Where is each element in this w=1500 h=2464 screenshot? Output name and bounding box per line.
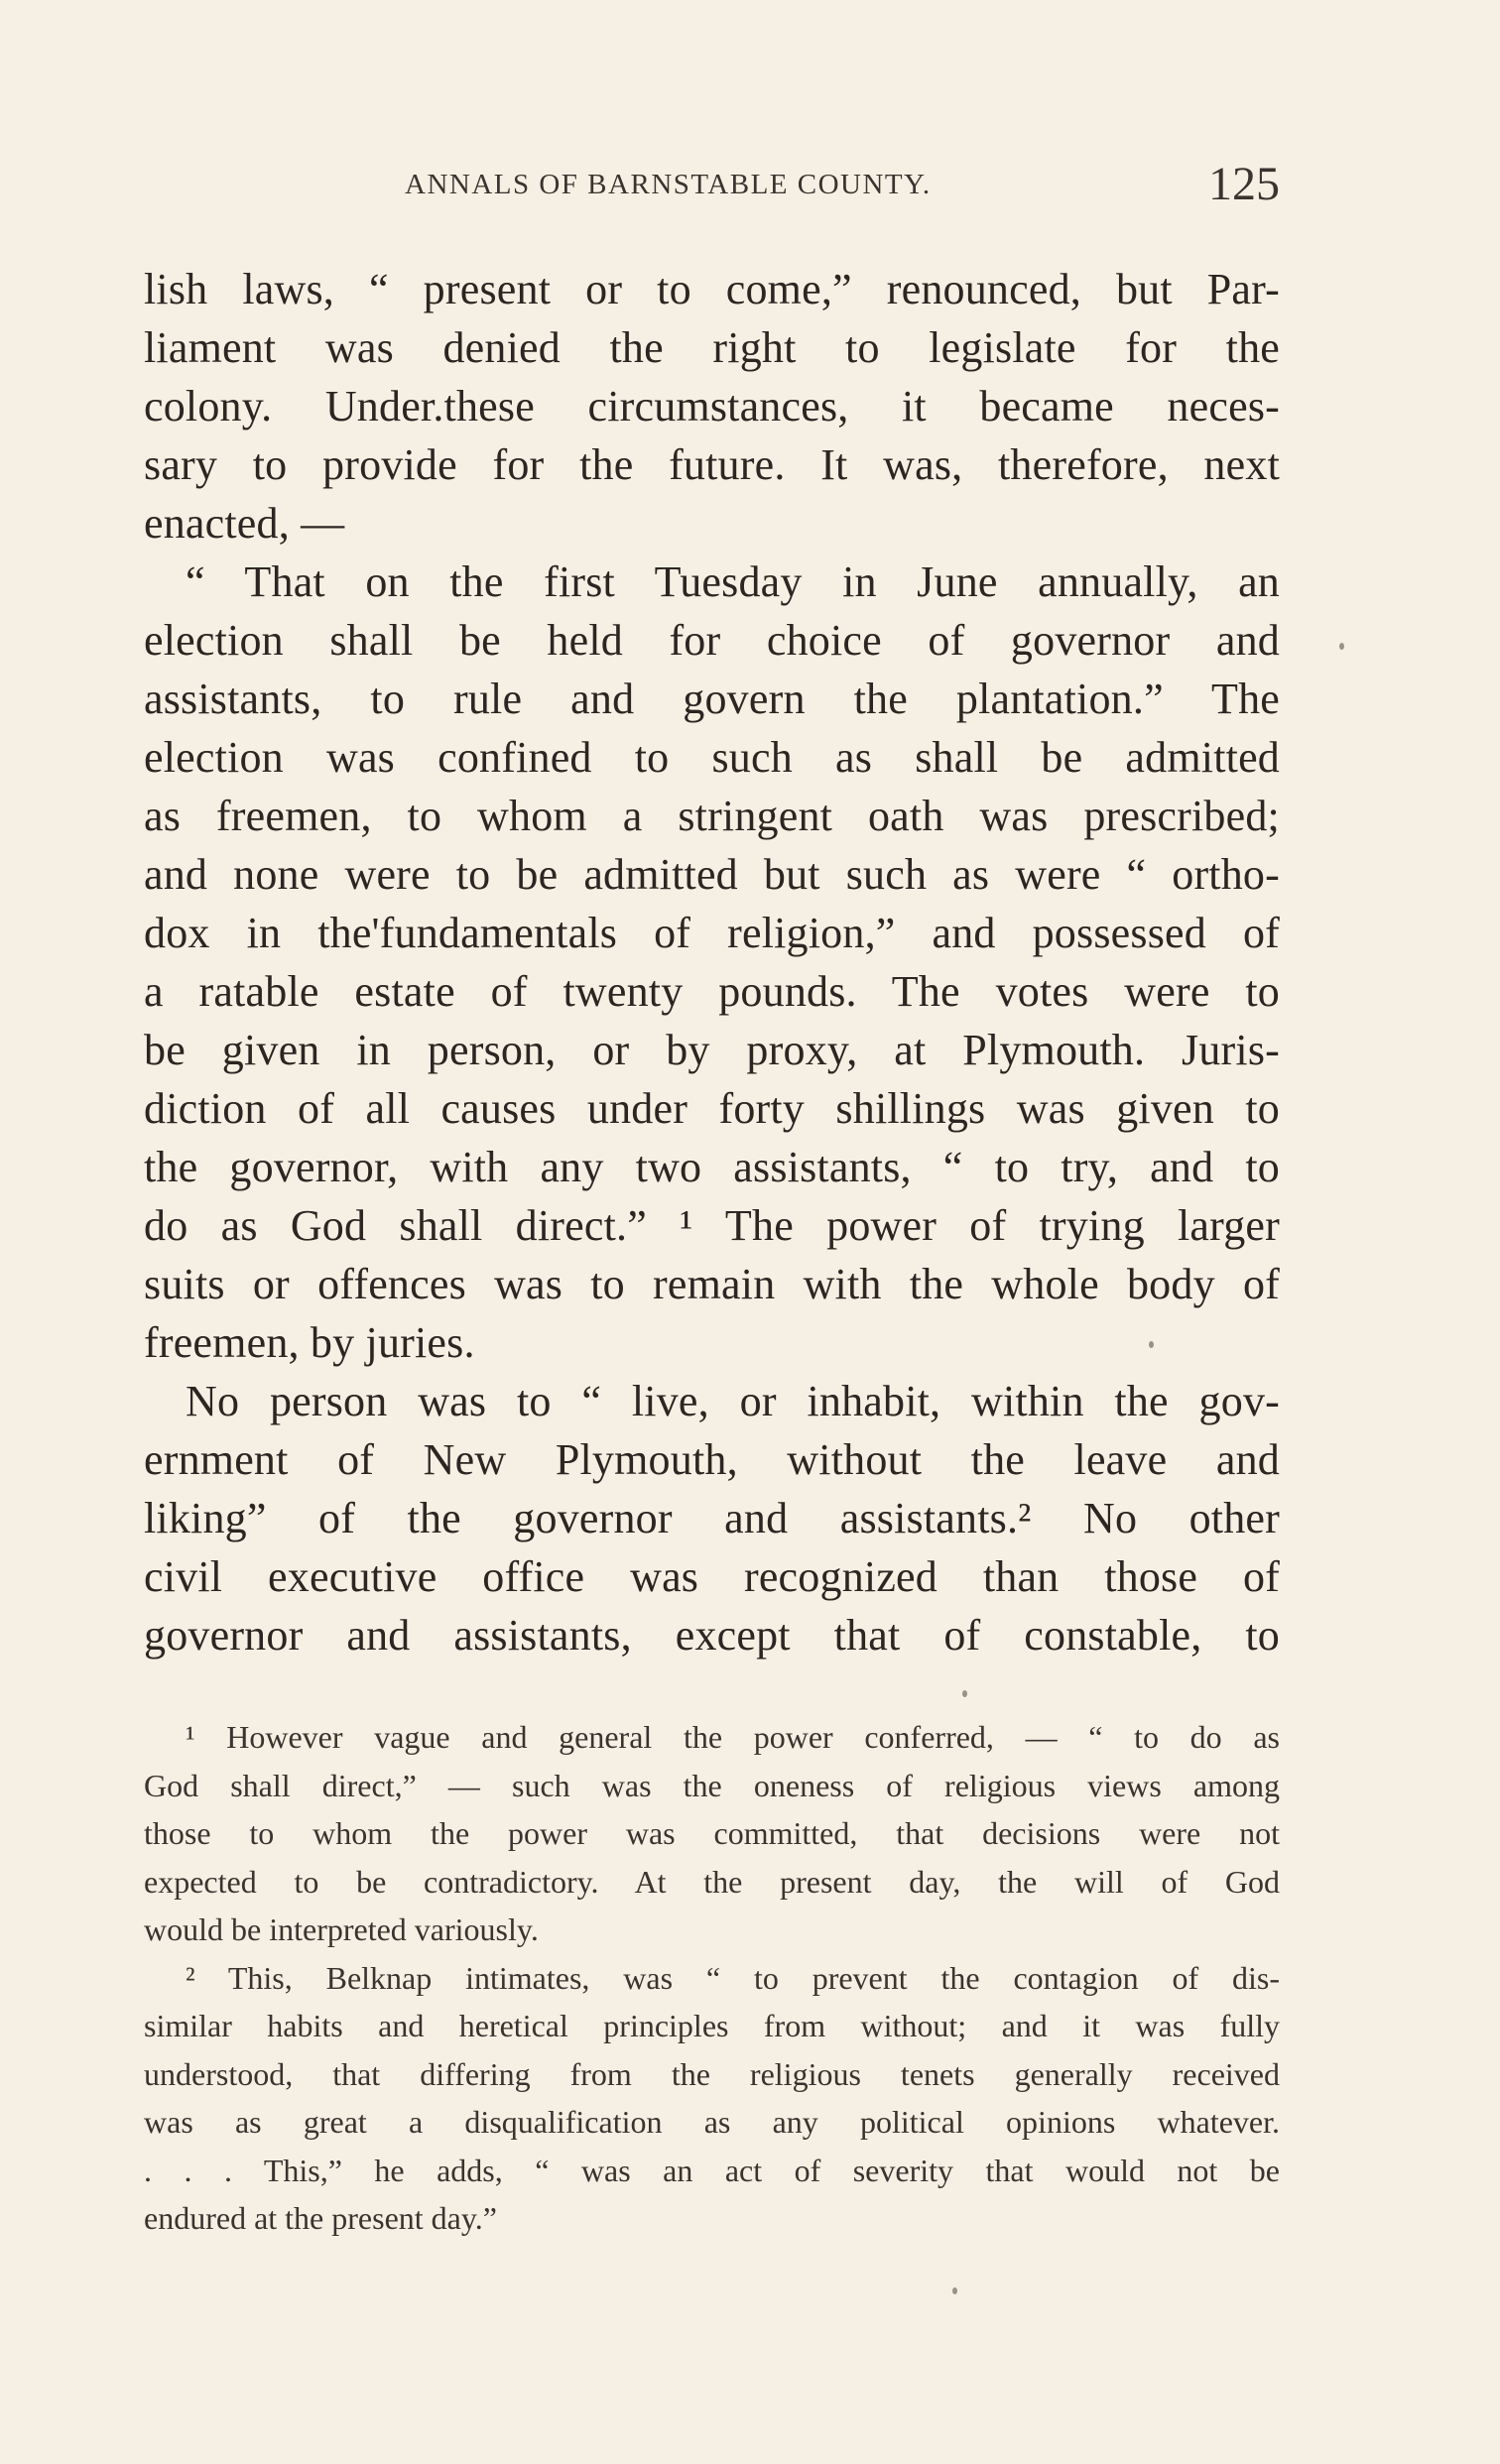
text-line: election shall be held for choice of governor and: [144, 616, 1280, 665]
text-line: dox in the'fundamentals of religion,” and possessed of: [144, 909, 1280, 957]
paper-speck: [1339, 643, 1344, 650]
footnote-line: God shall direct,” — such was the oneness of religious views among: [144, 1767, 1280, 1803]
page-number: 125: [1208, 158, 1280, 210]
text-line: the governor, with any two assistants, “ to try, and to: [144, 1143, 1280, 1191]
footnote-line: similar habits and heretical principles from without; and it was fully: [144, 2008, 1280, 2043]
paper-speck: [952, 2287, 957, 2294]
text-line: be given in person, or by proxy, at Plymouth. Juris-: [144, 1026, 1280, 1074]
footnote-line: would be interpreted variously.: [144, 1911, 539, 1947]
text-line: lish laws, “ present or to come,” renounced, but Par-: [144, 265, 1280, 313]
paper-speck: [962, 1690, 967, 1697]
text-line: No person was to “ live, or inhabit, within the gov-: [186, 1377, 1280, 1425]
running-title: ANNALS OF BARNSTABLE COUNTY.: [405, 169, 932, 200]
footnote-line: ² This, Belknap intimates, was “ to prevent the contagion of dis-: [186, 1959, 1280, 1996]
text-line: as freemen, to whom a stringent oath was prescribed;: [144, 792, 1280, 840]
text-line: governor and assistants, except that of constable, to: [144, 1611, 1280, 1660]
text-line: civil executive office was recognized than those of: [144, 1552, 1280, 1601]
footnote-line: endured at the present day.”: [144, 2200, 497, 2236]
text-line: do as God shall direct.” ¹ The power of trying larger: [144, 1201, 1280, 1250]
paper-speck: [1149, 1341, 1154, 1348]
text-line: liking” of the governor and assistants.² No other: [144, 1494, 1280, 1542]
text-line: sary to provide for the future. It was, therefore, next: [144, 440, 1280, 489]
text-line: ernment of New Plymouth, without the leave and: [144, 1435, 1280, 1484]
footnote-line: ¹ However vague and general the power conferred, — “ to do as: [186, 1719, 1280, 1755]
text-line: diction of all causes under forty shillings was given to: [144, 1084, 1280, 1133]
body-text: [144, 260, 1280, 1664]
text-line: a ratable estate of twenty pounds. The votes were to: [144, 967, 1280, 1016]
text-line: enacted, —: [144, 499, 345, 548]
footnote-line: expected to be contradictory. At the present day, the will of God: [144, 1863, 1280, 1900]
text-line: election was confined to such as shall be admitted: [144, 733, 1280, 782]
text-line: liament was denied the right to legislate for the: [144, 323, 1280, 372]
footnote-line: those to whom the power was committed, that decisions were not: [144, 1815, 1280, 1851]
footnotes: [144, 1713, 1280, 2243]
footnote-line: . . . This,” he adds, “ was an act of severity that would not be: [144, 2152, 1280, 2188]
footnote-line: was as great a disqualification as any political opinions whatever.: [144, 2104, 1280, 2140]
running-head: [139, 157, 1280, 212]
text-line: assistants, to rule and govern the plantation.” The: [144, 675, 1280, 723]
text-line: suits or offences was to remain with the whole body of: [144, 1260, 1280, 1308]
footnote-line: understood, that differing from the religious tenets generally received: [144, 2055, 1280, 2092]
text-line: colony. Under.these circumstances, it became neces-: [144, 382, 1280, 431]
text-line: freemen, by juries.: [144, 1318, 475, 1367]
text-line: “ That on the first Tuesday in June annually, an: [186, 557, 1280, 606]
text-line: and none were to be admitted but such as were “ ortho-: [144, 850, 1280, 899]
